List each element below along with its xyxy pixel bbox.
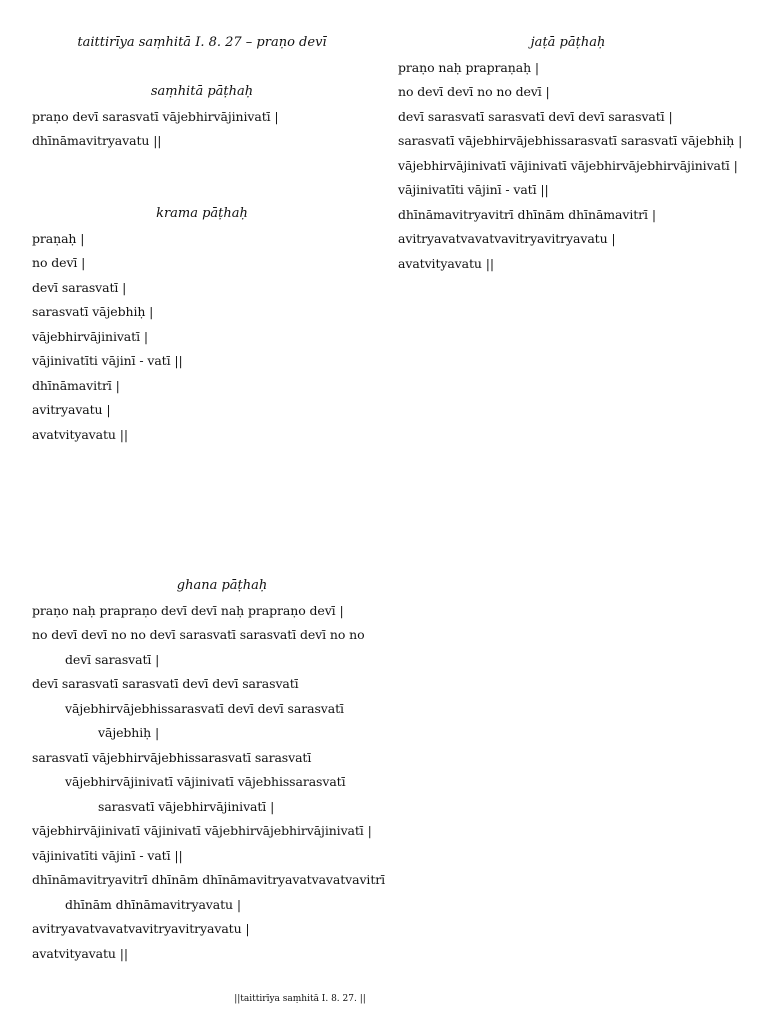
- ghana-line: vājebhirvājebhissarasvatī devī devī sarasvatī: [65, 700, 344, 716]
- jata-section: [398, 31, 743, 276]
- ghana-line: vājebhirvājinivatī vājinivatī vājebhissarasvatī: [65, 774, 346, 789]
- ghana-line: dhīnāmavitryavitrī dhīnām dhīnāmavitryavatvavatvavitrī: [32, 872, 386, 887]
- ghana-line: sarasvatī vājebhirvājinivatī |: [98, 798, 275, 814]
- ghana-line: no devī devī no no devī sarasvatī sarasvatī devī no no: [32, 627, 365, 642]
- jata-line: sarasvatī vājebhirvājebhissarasvatī sarasvatī vājebhiḥ |: [398, 133, 743, 148]
- jata-line: no devī devī no no devī |: [398, 84, 550, 99]
- ghana-line: sarasvatī vājebhirvājebhissarasvatī sarasvatī: [32, 749, 312, 765]
- page-title: taittirīya saṃhitā I. 8. 27 – praṇo devī: [77, 35, 327, 50]
- jata-line: praṇo naḥ prapraṇaḥ |: [398, 59, 540, 75]
- ghana-line: praṇo naḥ prapraṇo devī devī naḥ prapraṇo devī |: [32, 602, 344, 618]
- jata-heading: jaṭā pāṭhaḥ: [530, 35, 606, 50]
- jata-line: avitryavatvavatvavitryavitryavatu |: [398, 231, 616, 246]
- krama-line: sarasvatī vājebhiḥ |: [32, 304, 154, 319]
- ghana-line: devī sarasvatī sarasvatī devī devī sarasvatī: [32, 676, 299, 691]
- krama-line: dhīnāmavitrī |: [32, 377, 120, 393]
- ghana-line: dhīnām dhīnāmavitryavatu |: [65, 896, 241, 912]
- jata-line: vājebhirvājinivatī vājinivatī vājebhirvājebhirvājinivatī |: [398, 157, 738, 173]
- jata-line: devī sarasvatī sarasvatī devī devī sarasvatī |: [398, 108, 673, 124]
- page-footer: ||taittirīya saṃhitā I. 8. 27. ||: [234, 994, 366, 1004]
- samhita-line: praṇo devī sarasvatī vājebhirvājinivatī |: [32, 108, 279, 124]
- ghana-line: avitryavatvavatvavitryavitryavatu |: [32, 921, 250, 936]
- samhita-line: dhīnāmavitryavatu ||: [32, 133, 162, 148]
- samhita-heading: saṃhitā pāṭhaḥ: [150, 84, 254, 99]
- krama-line: avitryavatu |: [32, 402, 111, 417]
- krama-line: praṇaḥ |: [32, 230, 85, 246]
- krama-line: avatvityavatu ||: [32, 426, 128, 442]
- samhita-section: [32, 80, 372, 154]
- krama-line: vājebhirvājinivatī |: [32, 328, 148, 344]
- ghana-line: devī sarasvatī |: [65, 651, 160, 667]
- krama-line: no devī |: [32, 255, 86, 270]
- jata-line: vājinivatīti vājinī - vatī ||: [398, 182, 549, 197]
- krama-line: vājinivatīti vājinī - vatī ||: [32, 353, 183, 368]
- ghana-line: vājebhirvājinivatī vājinivatī vājebhirvājebhirvājinivatī |: [32, 823, 372, 838]
- krama-line: devī sarasvatī |: [32, 279, 127, 295]
- jata-line: avatvityavatu ||: [398, 255, 494, 271]
- jata-line: dhīnāmavitryavitrī dhīnām dhīnāmavitrī |: [398, 206, 656, 222]
- krama-section: [32, 202, 372, 447]
- ghana-heading: ghana pāṭhaḥ: [176, 578, 268, 593]
- krama-heading: krama pāṭhaḥ: [156, 206, 248, 221]
- ghana-line: avatvityavatu ||: [32, 945, 128, 961]
- ghana-line: vājebhiḥ |: [98, 725, 160, 740]
- ghana-line: vājinivatīti vājinī - vatī ||: [32, 847, 183, 863]
- ghana-section: [32, 574, 412, 966]
